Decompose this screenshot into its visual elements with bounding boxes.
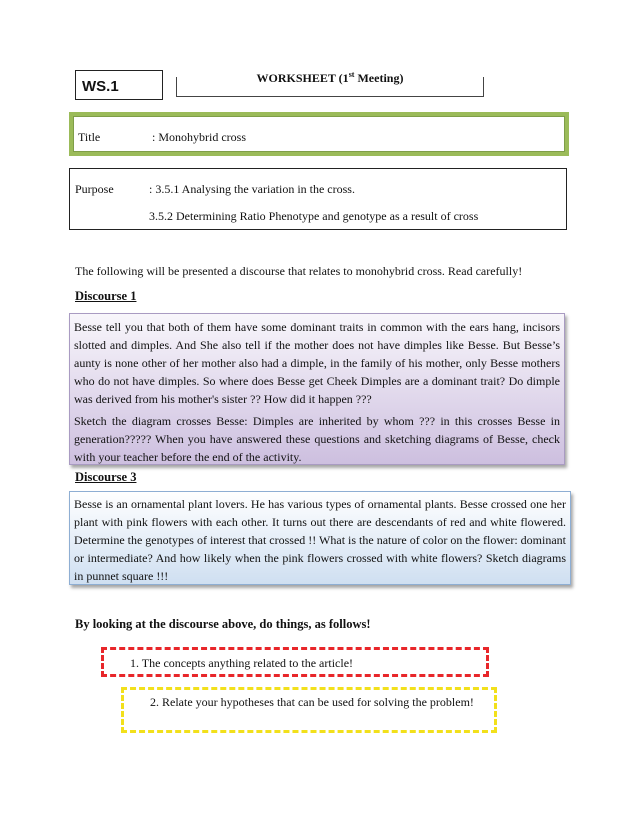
task-1-box [101,647,489,677]
task-2-box [121,687,497,733]
intro-text: The following will be presented a discourse that relates to monohybrid cross. Read carefully! [75,264,523,278]
purpose-row [75,182,355,197]
instruction-text: By looking at the discourse above, do things, as follows! [75,617,371,631]
purpose-section [69,168,567,230]
purpose-label: Purpose [75,182,114,196]
task-2-text: 2. Relate your hypotheses that can be used for solving the problem! [150,695,474,709]
discourse-3-box [69,491,571,585]
worksheet-title: WORKSHEET (1st Meeting) [256,70,404,85]
title-label: Title [78,130,101,144]
worksheet-code: WS.1 [82,78,119,95]
task-1-text: 1. The concepts anything related to the article! [130,656,354,670]
discourse-3-paragraph: Besse is an ornamental plant lovers. He has various types of ornamental plants. Besse crossed one her plant with pink flowers with each other. It turns out there are descendants of red and white flowered. Determine the genotypes of interest that crossed !! What is the nature of color on the flower: dominant or intermediate? And how likely when the pink flowers crossed with white flowers? Sketch diagrams in punnet square !!! [74,497,566,583]
title-section [69,112,569,156]
purpose-line-1: : 3.5.1 Analysing the variation in the cross. [149,182,355,196]
discourse-1-heading: Discourse 1 [75,289,137,303]
worksheet-code-box [75,70,163,100]
title-row [73,116,565,152]
discourse-1-paragraph-2: Sketch the diagram crosses Besse: Dimples are inherited by whom ??? in this crosses Besse in generation????? When you have answered these questions and sketching diagrams of Besse, check with your teacher before the end of the activity. [74,414,560,464]
discourse-1-paragraph-1: Besse tell you that both of them have some dominant traits in common with the ears hang, incisors slotted and dimples. And She also tell if the mother does not have dimples like Besse. But Besse’s aunty is none other of her mother also had a dimple, in the family of his mother, only Besse mothers who do not have dimples. So where does Besse get Cheek Dimples are a dominant trait? Do dimple was derived from his mother's sister ?? How did it happen ??? [74,320,560,406]
discourse-1-box [69,313,565,465]
purpose-line-2: 3.5.2 Determining Ratio Phenotype and genotype as a result of cross [149,209,479,223]
discourse-3-heading: Discourse 3 [75,470,137,484]
title-value: : Monohybrid cross [152,130,246,144]
